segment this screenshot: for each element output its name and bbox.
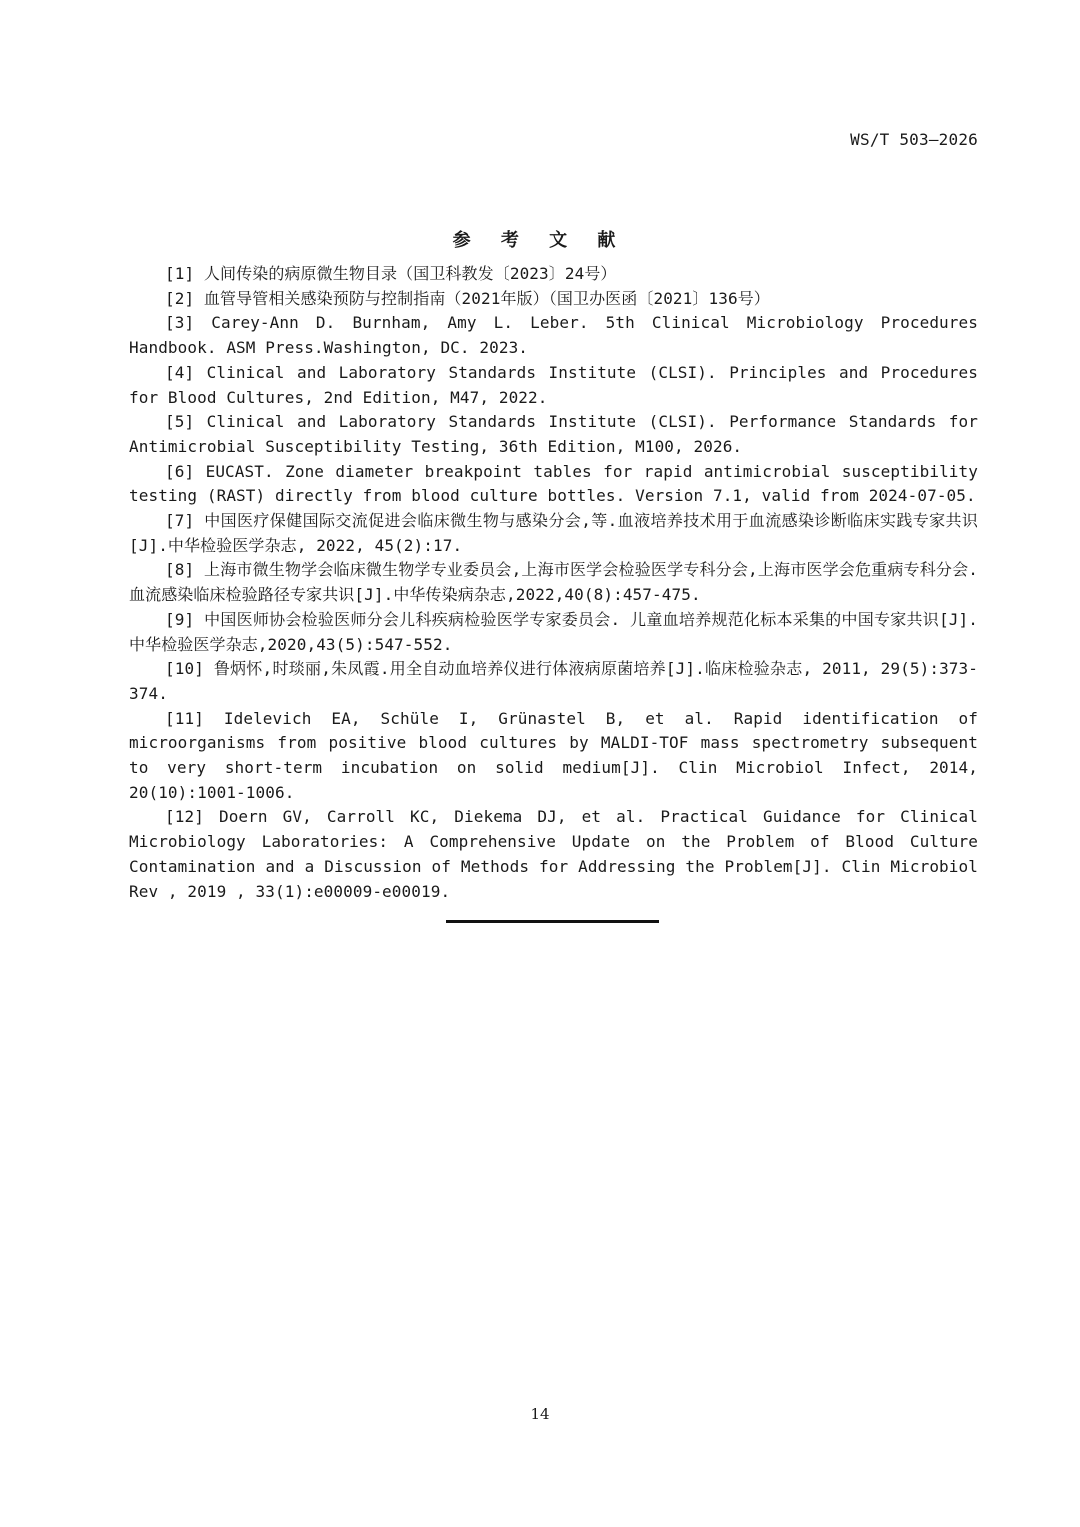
reference-item-6: [6] EUCAST. Zone diameter breakpoint tables for rapid antimicrobial susceptibility testing (RAST) directly from blood culture bottles. Version 7.1, valid from 2024-07-05.	[129, 461, 978, 506]
document-code: WS/T 503—2026	[850, 130, 978, 149]
reference-item-12: [12] Doern GV, Carroll KC, Diekema DJ, et al. Practical Guidance for Clinical Microbiology Laboratories: A Comprehensive Update on the Problem of Blood Culture Contamination and a Discussion of Methods for Addressing the Problem[J]. Clin Microbiol Rev , 2019 , 33(1):e00009-e00019.	[129, 807, 978, 901]
reference-item-3: [3] Carey-Ann D. Burnham, Amy L. Leber. 5th Clinical Microbiology Procedures Handbook. ASM Press.Washington, DC. 2023.	[129, 313, 978, 358]
end-of-document-rule	[446, 920, 659, 923]
reference-item-4: [4] Clinical and Laboratory Standards Institute (CLSI). Principles and Procedures for Blood Cultures, 2nd Edition, M47, 2022.	[129, 362, 978, 407]
reference-item-10: [10] 鲁炳怀,时琰丽,朱凤霞.用全自动血培养仪进行体液病原菌培养[J].临床检验杂志, 2011, 29(5):373-374.	[129, 659, 978, 703]
reference-list	[129, 262, 978, 904]
reference-item-1: [1] 人间传染的病原微生物目录（国卫科教发〔2023〕24号）	[165, 264, 617, 283]
reference-item-8: [8] 上海市微生物学会临床微生物学专业委员会,上海市医学会检验医学专科分会,上海市医学会危重病专科分会. 血流感染临床检验路径专家共识[J].中华传染病杂志,2022,40(8):457-475.	[129, 560, 978, 605]
references-title: 参 考 文 献	[452, 230, 628, 251]
reference-item-2: [2] 血管导管相关感染预防与控制指南（2021年版）（国卫办医函〔2021〕136号）	[165, 288, 770, 308]
reference-item-11: [11] Idelevich EA, Schüle I, Grünastel B, et al. Rapid identification of microorganisms from positive blood cultures by MALDI-TOF mass spectrometry subsequent to very short-term incubation on solid medium[J]. Clin Microbiol Infect, 2014, 20(10):1001-1006.	[129, 708, 978, 802]
page-number: 14	[530, 1405, 550, 1423]
reference-item-7: [7] 中国医疗保健国际交流促进会临床微生物与感染分会,等.血液培养技术用于血流感染诊断临床实践专家共识[J].中华检验医学杂志, 2022, 45(2):17.	[129, 511, 978, 555]
reference-item-9: [9] 中国医师协会检验医师分会儿科疾病检验医学专家委员会. 儿童血培养规范化标本采集的中国专家共识[J]. 中华检验医学杂志,2020,43(5):547-552.	[129, 609, 978, 654]
reference-item-5: [5] Clinical and Laboratory Standards Institute (CLSI). Performance Standards for Antimicrobial Susceptibility Testing, 36th Edition, M100, 2026.	[129, 412, 978, 456]
